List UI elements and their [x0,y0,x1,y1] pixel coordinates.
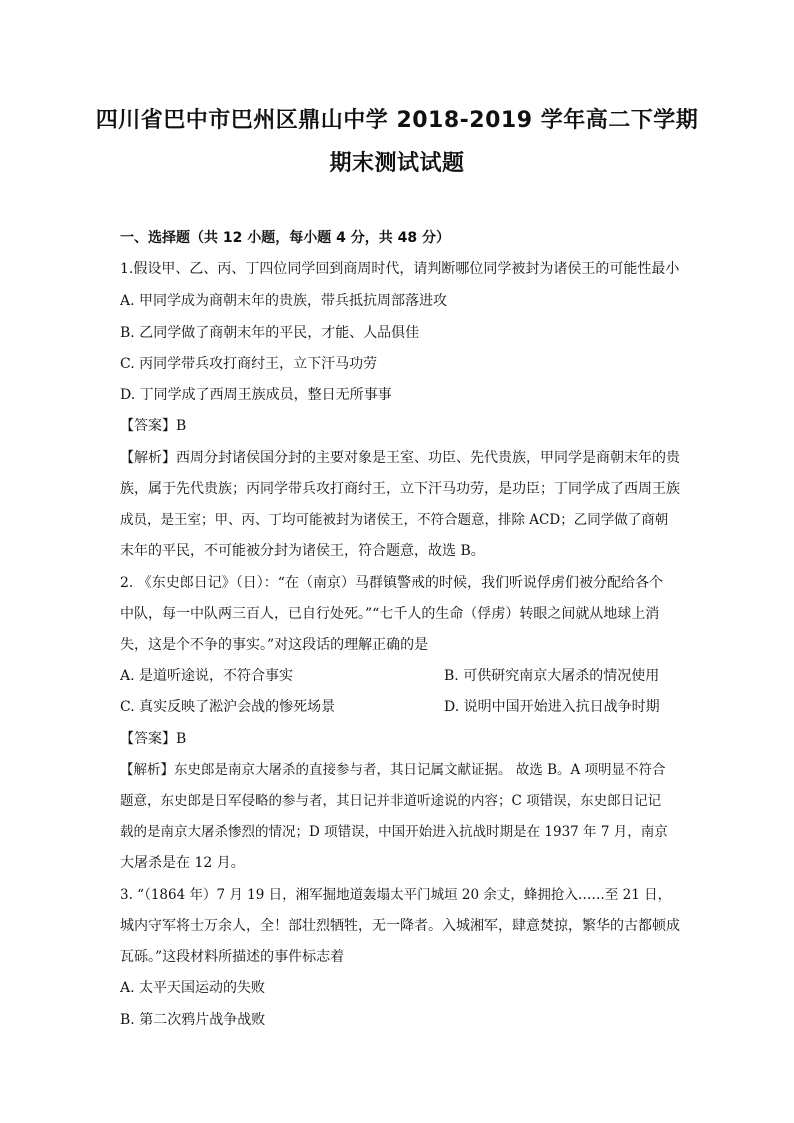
document-title-line-2: 期末测试试题 [329,151,465,176]
q2-analysis-line: 大屠杀是在 12 月。 [120,855,245,871]
q2-analysis-line: 题意，东史郎是日军侵略的参与者，其日记并非道听途说的内容；C 项错误，东史郎日记记 [120,793,662,809]
q2-option-d: D. 说明中国开始进入抗日战争时期 [444,699,660,715]
q3-stem-line: 城内守军将士万余人，全！部壮烈牺牲，无一降者。入城湘军，肆意焚掠，繁华的古都顿成 [120,918,680,934]
q1-option-c: C. 丙同学带兵攻打商纣王，立下汗马功劳 [120,356,378,372]
q1-analysis-line: 成员，是王室；甲、丙、丁均可能被封为诸侯王，不符合题意，排除 ACD；乙同学做了商朝 [120,512,669,528]
q1-stem: 1.假设甲、乙、丙、丁四位同学回到商周时代，请判断哪位同学被封为诸侯王的可能性最小 [120,261,680,277]
q1-answer: 【答案】B [120,418,187,434]
q2-option-a: A. 是道听途说，不符合事实 [120,668,294,684]
q1-option-b: B. 乙同学做了商朝末年的平民，才能、人品俱佳 [120,325,420,341]
q2-stem-line: 失，这是个不争的事实。”对这段话的理解正确的是 [120,637,429,653]
q2-stem-line: 2. 《东史郎日记》（日）：“在（南京）马群镇警戒的时候，我们听说俘虏们被分配给各个 [120,575,663,591]
q3-stem-line: 3. “（1864 年）7 月 19 日，湘军掘地道轰塌太平门城垣 20 余丈，蜂拥抢入……至 21 日， [120,887,672,903]
q2-option-b: B. 可供研究南京大屠杀的情况使用 [444,668,660,684]
q2-option-c: C. 真实反映了淞沪会战的惨死场景 [120,699,336,715]
q1-analysis-line: 【解析】西周分封诸侯国分封的主要对象是王室、功臣、先代贵族，甲同学是商朝末年的贵 [120,450,680,466]
section-header: 一、选择题（共 12 小题，每小题 4 分，共 48 分） [120,230,450,246]
q2-analysis-line: 载的是南京大屠杀惨烈的情况；D 项错误，中国开始进入抗战时期是在 1937 年 7 月，南京 [120,824,668,840]
q3-option-b: B. 第二次鸦片战争战败 [120,1012,266,1028]
q2-stem-line: 中队，每一中队两三百人，已自行处死。”“七千人的生命（俘虏）转眼之间就从地球上消 [120,606,660,622]
q1-analysis-line: 族，属于先代贵族；丙同学带兵攻打商纣王，立下汗马功劳，是功臣；丁同学成了西周王族 [120,481,680,497]
document-title-line-1: 四川省巴中市巴州区鼎山中学 2018-2019 学年高二下学期 [95,108,699,133]
q3-option-a: A. 太平天国运动的失败 [120,980,266,996]
q2-analysis-line: 【解析】东史郎是南京大屠杀的直接参与者，其日记属文献证据。 故选 B。A 项明显不符合 [120,762,666,778]
q2-answer: 【答案】B [120,731,187,747]
q1-analysis-line: 末年的平民，不可能被分封为诸侯王，符合题意，故选 B。 [120,543,485,559]
q3-stem-line: 瓦砾。”这段材料所描述的事件标志着 [120,949,345,965]
q1-option-a: A. 甲同学成为商朝末年的贵族，带兵抵抗周部落进攻 [120,293,448,309]
q1-option-d: D. 丁同学成了西周王族成员，整日无所事事 [120,387,392,403]
